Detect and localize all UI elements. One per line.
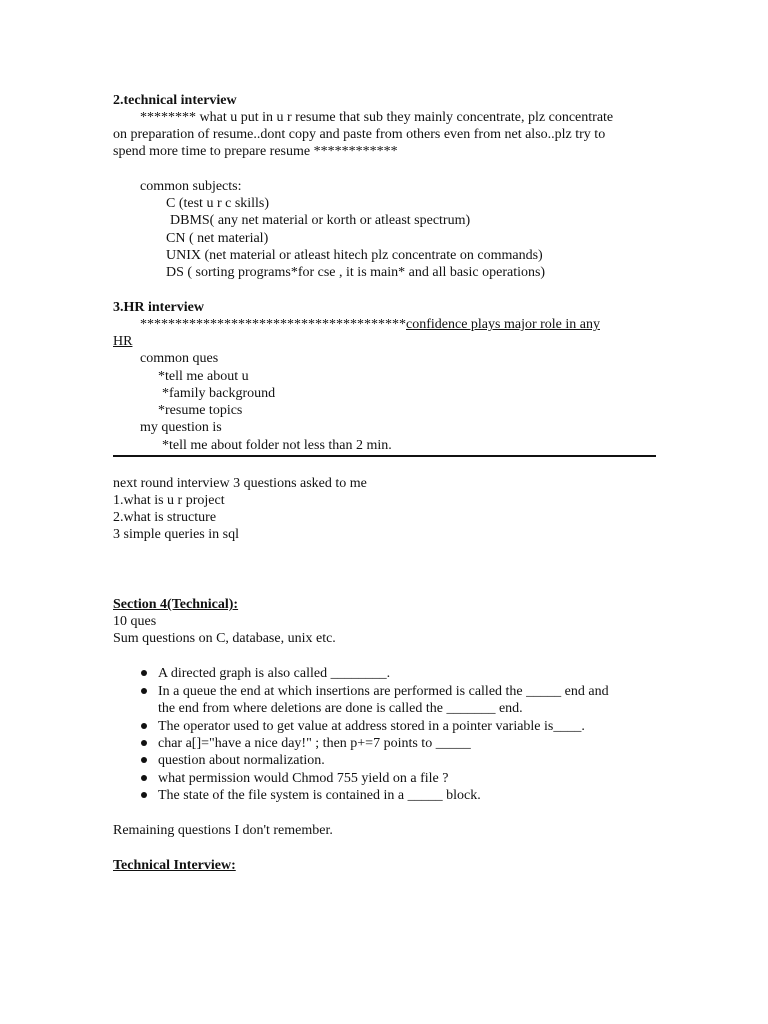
next-round-item: 2.what is structure [113,510,217,525]
confidence-note: confidence plays major role in any [406,317,600,332]
common-subjects-label: common subjects: [140,179,242,194]
bullet-item: question about normalization. [158,753,325,768]
hr-question-item: *family background [162,386,276,401]
next-round-intro: next round interview 3 questions asked to me [113,476,367,491]
bullet-item: A directed graph is also called ________. [158,666,391,681]
next-round-item: 1.what is u r project [113,493,225,508]
hr-interview-heading: 3.HR interview [113,300,204,315]
subject-item: C (test u r c skills) [166,196,270,211]
common-ques-label: common ques [140,351,219,366]
technical-interview-subheading: Technical Interview: [113,858,236,873]
bullet-dot [141,740,147,746]
intro-line-3: spend more time to prepare resume ************ [113,144,398,159]
hr-note-line [140,316,600,333]
section4-heading: Section 4(Technical): [113,597,239,612]
bullet-dot [141,757,147,763]
subject-item: DS ( sorting programs*for cse , it is main* and all basic operations) [166,265,546,280]
technical-interview-heading: 2.technical interview [113,93,237,108]
confidence-note-continued: HR [113,334,133,349]
bullet-item-continued: the end from where deletions are done is called the _______ end. [158,701,523,716]
hr-question-item: *tell me about u [158,369,249,384]
subject-item: DBMS( any net material or korth or atleast spectrum) [170,213,471,228]
subject-item: UNIX (net material or atleast hitech plz concentrate on commands) [166,248,543,263]
bullet-dot [141,792,147,798]
subject-item: CN ( net material) [166,231,269,246]
hr-question-item: *resume topics [158,403,243,418]
bullet-dot [141,688,147,694]
bullet-dot [141,670,147,676]
bullet-item: char a[]="have a nice day!" ; then p+=7 points to _____ [158,736,471,751]
bullet-dot [141,775,147,781]
my-question-label: my question is [140,420,222,435]
my-question: *tell me about folder not less than 2 min. [162,438,392,453]
hr-stars: ************************************** [140,317,406,332]
intro-line-2: on preparation of resume..dont copy and paste from others even from net also..plz try to [113,127,606,142]
bullet-dot [141,723,147,729]
intro-line-1: ******** what u put in u r resume that sub they mainly concentrate, plz concentrate [140,110,614,125]
bullet-item: In a queue the end at which insertions are performed is called the _____ end and [158,684,609,699]
bullet-item: The operator used to get value at address stored in a pointer variable is____. [158,719,585,734]
horizontal-rule [113,455,656,457]
section4-summary: Sum questions on C, database, unix etc. [113,631,336,646]
section4-count: 10 ques [113,614,157,629]
next-round-item: 3 simple queries in sql [113,527,239,542]
bullet-item: The state of the file system is contained in a _____ block. [158,788,481,803]
remaining-note: Remaining questions I don't remember. [113,823,333,838]
bullet-item: what permission would Chmod 755 yield on a file ? [158,771,449,786]
